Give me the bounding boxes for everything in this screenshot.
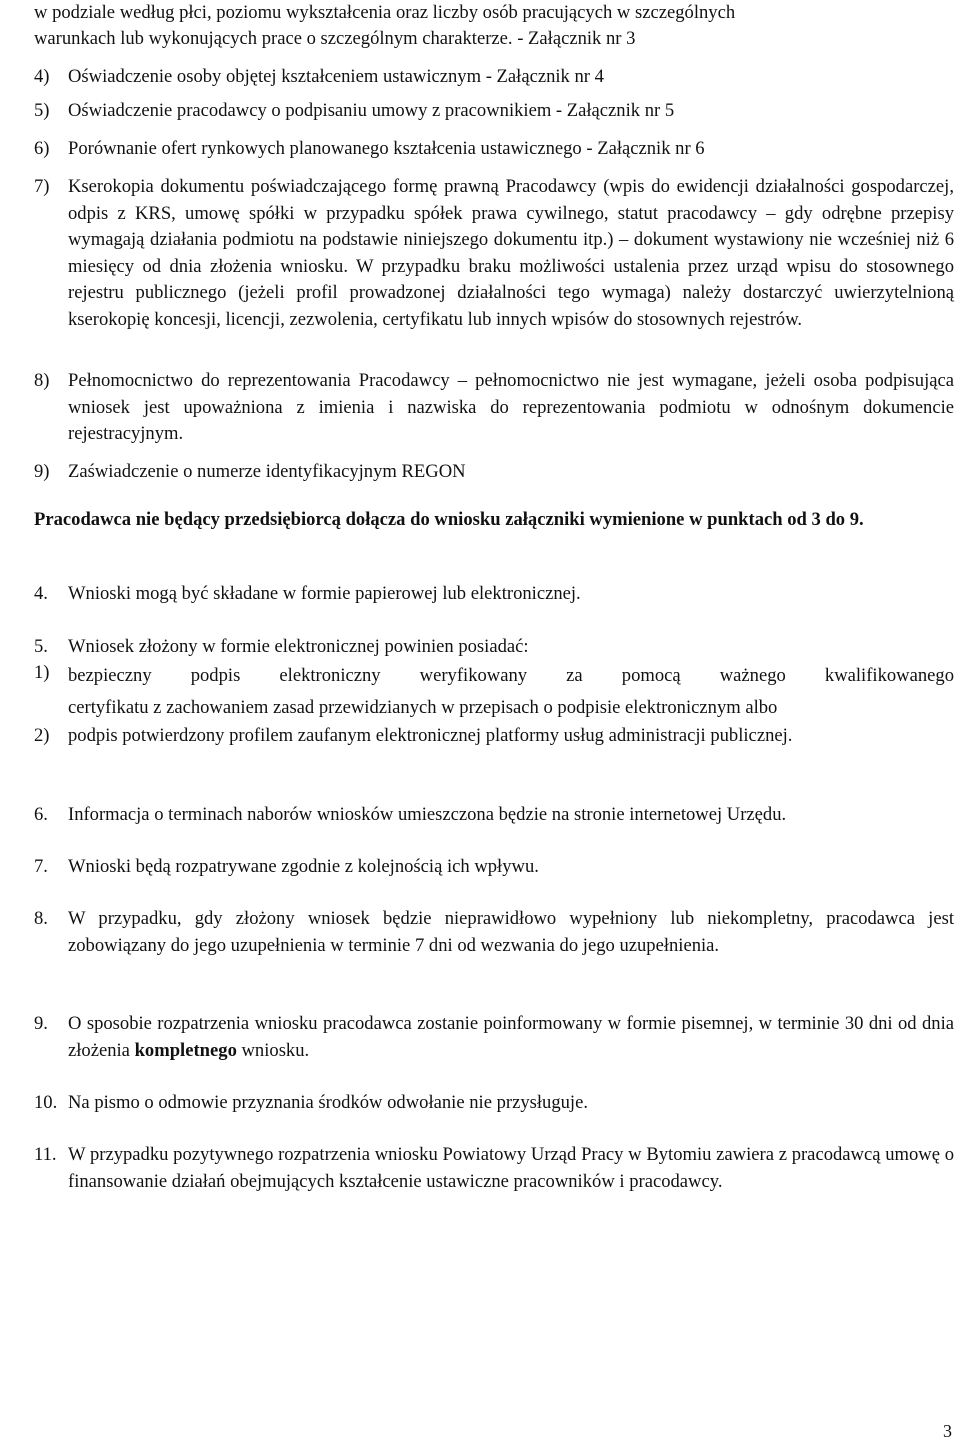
point-6: [34, 802, 954, 828]
point-number: 10.: [34, 1092, 58, 1113]
point-number: 7.: [34, 856, 48, 877]
attachment-text: Zaświadczenie o numerze identyfikacyjnym REGON: [68, 461, 466, 482]
attachment-text: Kserokopia dokumentu poświadczającego formę prawną Pracodawcy (wpis do ewidencji działalności gospodarczej, odpis z KRS, umowę spółki w przypadku spółek prawa cywilnego, statut pracodawcy – gdy odrębne przepisy wymagają działania podmiotu na podstawie niniejszego dokumentu itp.) – dokument wystawiony nie wcześniej niż 6 miesięcy od dnia złożenia wniosku. W przypadku braku możliwości ustalenia przez urząd wpisu do stosownego rejestru publicznego (jeżeli profil prowadzonej działalności tego wymaga) należy dostarczyć uwierzytelnioną kserokopię koncesji, licencji, zezwolenia, certyfikatu lub innych wpisów do stosownych rejestrów.: [68, 176, 954, 330]
attachment-number: 6): [34, 138, 50, 159]
point-text: W przypadku, gdy złożony wniosek będzie nieprawidłowo wypełniony lub niekompletny, pracodawca jest zobowiązany do jego uzupełnienia w terminie 7 dni od wezwania do jego uzupełnienia.: [68, 908, 954, 956]
point-text: W przypadku pozytywnego rozpatrzenia wniosku Powiatowy Urząd Pracy w Bytomiu zawiera z pracodawcą umowę o finansowanie działań obejmujących kształcenie ustawiczne pracowników i pracodawcy.: [68, 1144, 954, 1192]
sub-text-line-2: certyfikatu z zachowaniem zasad przewidzianych w przepisach o podpisie elektronicznym albo: [68, 697, 778, 718]
point-number: 9.: [34, 1013, 48, 1034]
point-text: Na pismo o odmowie przyznania środków odwołanie nie przysługuje.: [68, 1092, 588, 1113]
attachment-text: Oświadczenie pracodawcy o podpisaniu umowy z pracownikiem - Załącznik nr 5: [68, 100, 675, 121]
point-number: 4.: [34, 583, 48, 604]
point-text: Informacja o terminach naborów wniosków umieszczona będzie na stronie internetowej Urzędu.: [68, 804, 787, 825]
attachment-item-5: [34, 98, 954, 124]
attachment-number: 7): [34, 176, 50, 197]
point-5-sub-2: [34, 723, 954, 749]
page-number: 3: [943, 1421, 952, 1441]
attachment-number: 8): [34, 370, 50, 391]
sub-text: podpis potwierdzony profilem zaufanym elektronicznej platformy usług administracji publicznej.: [68, 725, 793, 746]
attachment-item-7: [34, 174, 954, 334]
point-7: [34, 854, 954, 880]
attachment-item-8: [34, 368, 954, 448]
point-text: Wnioski mogą być składane w formie papierowej lub elektronicznej.: [68, 583, 581, 604]
attachment-number: 5): [34, 100, 50, 121]
attachment-number: 9): [34, 461, 50, 482]
attachment-text: Pełnomocnictwo do reprezentowania Pracodawcy – pełnomocnictwo nie jest wymagane, jeżeli osoba podpisująca wniosek jest upoważniona z imienia i nazwiska do reprezentowania podmiotu w odnośnym dokumencie rejestracyjnym.: [68, 370, 954, 444]
point-text-part-b: wniosku.: [236, 1039, 310, 1061]
continuation-text: [34, 0, 954, 52]
point-11: [34, 1142, 954, 1195]
point-number: 6.: [34, 804, 48, 825]
point-text-bold: kompletnego: [134, 1039, 237, 1061]
point-text: Wniosek złożony w formie elektronicznej powinien posiadać:: [68, 636, 529, 657]
point-number: 11.: [34, 1144, 57, 1165]
continuation-line-1: w podziale według płci, poziomu wykształcenia oraz liczby osób pracujących w szczególnych: [34, 2, 736, 23]
continuation-line-2: warunkach lub wykonujących prace o szczególnym charakterze. - Załącznik nr 3: [34, 28, 636, 49]
point-text: [68, 1011, 954, 1064]
point-4: [34, 581, 954, 607]
point-number: 8.: [34, 908, 48, 929]
attachment-text: Oświadczenie osoby objętej kształceniem ustawicznym - Załącznik nr 4: [68, 66, 604, 87]
attachment-text: Porównanie ofert rynkowych planowanego kształcenia ustawicznego - Załącznik nr 6: [68, 138, 705, 159]
point-5: [34, 634, 954, 660]
attachment-item-4: [34, 64, 954, 90]
sub-number: 1): [34, 662, 50, 683]
point-5-sub-1: [34, 660, 954, 724]
point-text-part-a: O sposobie rozpatrzenia wniosku pracodawca zostanie poinformowany w formie pisemnej, w terminie 30 dni od dnia złożenia: [68, 1013, 954, 1061]
point-10: [34, 1090, 954, 1116]
attachment-item-6: [34, 136, 954, 162]
notice-bold: Pracodawca nie będący przedsiębiorcą dołącza do wniosku załączniki wymienione w punktach od 3 do 9.: [34, 509, 864, 530]
point-8: [34, 906, 954, 959]
point-text: Wnioski będą rozpatrywane zgodnie z kolejnością ich wpływu.: [68, 856, 539, 877]
point-9: [34, 1011, 954, 1064]
point-number: 5.: [34, 636, 48, 657]
sub-text-line-1: bezpieczny podpis elektroniczny weryfikowany za pomocą ważnego kwalifikowanego: [68, 665, 954, 686]
attachment-number: 4): [34, 66, 50, 87]
attachment-item-9: [34, 459, 954, 485]
sub-number: 2): [34, 725, 50, 746]
